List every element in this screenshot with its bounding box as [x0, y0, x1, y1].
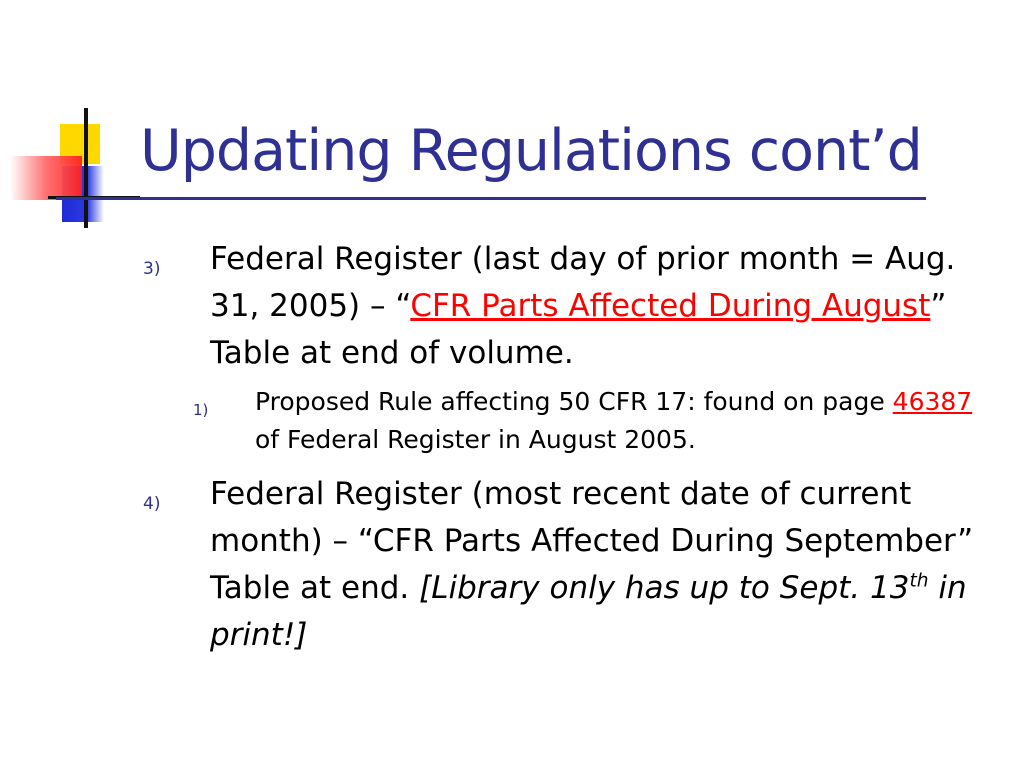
list-number: 3) [143, 259, 161, 279]
slide-body [0, 236, 1024, 659]
list-subitem [0, 383, 995, 459]
note-superscript: th [909, 570, 929, 592]
item-text: Federal Register (last day of prior month = Aug. 31, 2005) – “ [210, 241, 956, 324]
subitem-text: Proposed Rule affecting 50 CFR 17: found on page [255, 387, 893, 416]
slide-title: Updating Regulations cont’d [140, 118, 922, 184]
page-46387-link[interactable]: 46387 [892, 387, 973, 416]
item-text: Federal Register (most recent date of current month) – “CFR Parts Affected During September” Table at end. [210, 476, 974, 606]
list-item [0, 471, 1000, 659]
list-number: 1) [193, 401, 209, 419]
ornament-vertical-line [84, 108, 88, 228]
corner-ornament [0, 0, 150, 240]
note-text: [Library only has up to Sept. 13 [419, 570, 910, 606]
subitem-text: of Federal Register in August 2005. [255, 425, 696, 454]
list-number: 4) [143, 494, 161, 514]
note-text: in print!] [210, 570, 967, 653]
ornament-red-square [10, 156, 82, 200]
list-item [0, 236, 1000, 377]
item-text: ” Table at end of volume. [210, 288, 947, 371]
cfr-parts-august-link[interactable]: CFR Parts Affected During August [410, 288, 931, 324]
title-underline [56, 197, 926, 200]
